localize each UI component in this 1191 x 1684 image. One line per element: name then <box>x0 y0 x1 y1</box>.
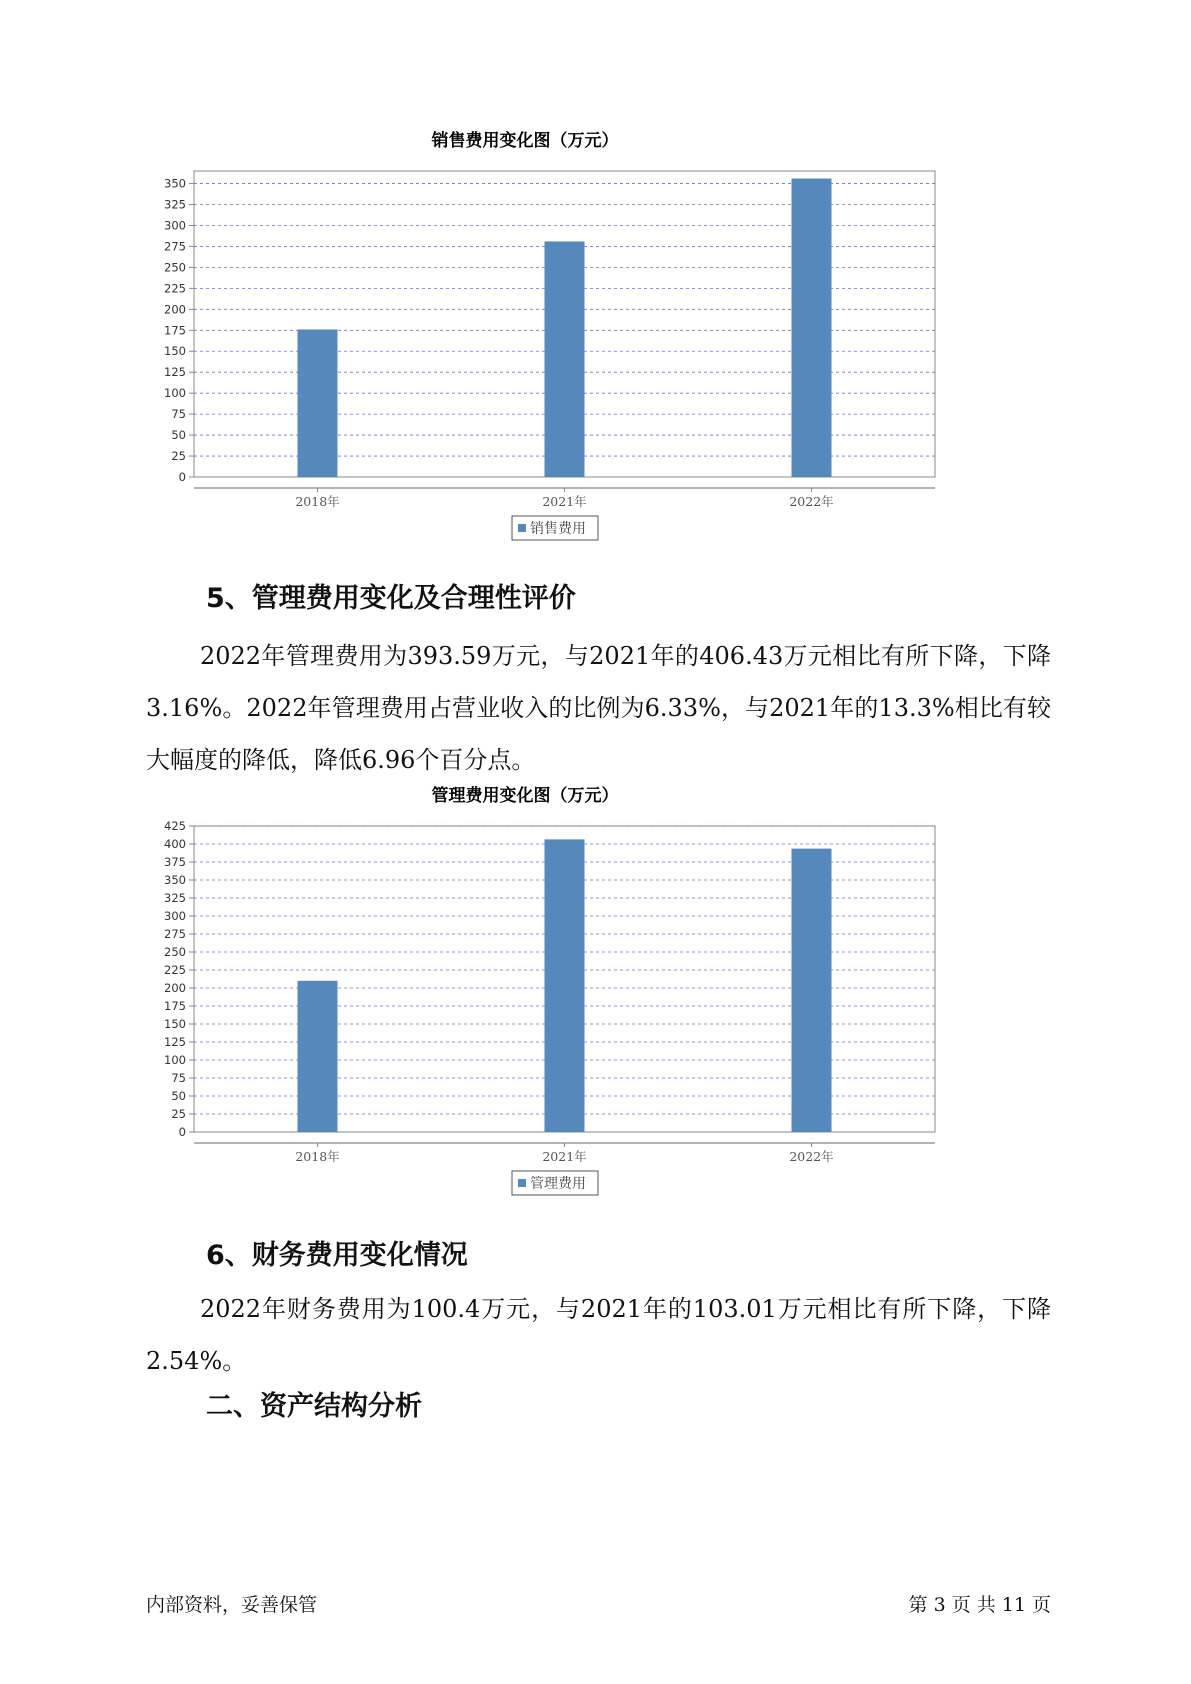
y-tick-label: 125 <box>164 1035 186 1049</box>
y-tick-label: 0 <box>178 1125 186 1139</box>
section-5-paragraph: 2022年管理费用为393.59万元，与2021年的406.43万元相比有所下降，下降3.16%。2022年管理费用占营业收入的比例为6.33%，与2021年的13.3%相比有较大幅度的降低，降低6.96个百分点。 <box>146 642 1051 774</box>
y-tick-label: 375 <box>164 855 186 869</box>
bar-2022年 <box>792 179 832 477</box>
legend-label: 管理费用 <box>530 1176 586 1192</box>
x-tick-label: 2018年 <box>295 494 340 509</box>
footer-confidential-note: 内部资料，妥善保管 <box>146 1594 318 1616</box>
bar-2021年 <box>545 241 585 477</box>
y-tick-label: 100 <box>164 1053 186 1067</box>
y-tick-label: 425 <box>164 819 186 833</box>
part-2-heading: 二、资产结构分析 <box>206 1391 422 1422</box>
y-tick-label: 200 <box>164 981 186 995</box>
y-tick-label: 225 <box>164 281 186 296</box>
sales-expense-chart-svg <box>140 126 1040 546</box>
y-tick-label: 50 <box>171 1089 186 1103</box>
x-tick-label: 2018年 <box>295 1149 340 1164</box>
footer-page-number: 第 3 页 共 11 页 <box>908 1594 1051 1616</box>
bar-2021年 <box>545 839 585 1132</box>
y-tick-label: 175 <box>164 323 186 338</box>
y-tick-label: 100 <box>164 386 186 401</box>
bar-2022年 <box>792 849 832 1132</box>
y-tick-label: 150 <box>164 1017 186 1031</box>
y-tick-label: 150 <box>164 344 186 359</box>
legend-swatch <box>518 524 526 532</box>
y-tick-label: 25 <box>171 1107 186 1121</box>
chart-title: 管理费用变化图（万元） <box>431 786 619 806</box>
y-tick-label: 225 <box>164 963 186 977</box>
y-tick-label: 50 <box>171 428 186 443</box>
chart-legend <box>512 1171 598 1195</box>
management-expense-chart <box>140 781 1040 1201</box>
y-tick-label: 75 <box>171 407 186 422</box>
legend-label: 销售费用 <box>530 521 586 537</box>
y-tick-label: 325 <box>164 197 186 212</box>
y-tick-label: 300 <box>164 909 186 923</box>
x-tick-label: 2022年 <box>789 1149 834 1164</box>
y-tick-label: 75 <box>171 1071 186 1085</box>
y-tick-label: 350 <box>164 176 186 191</box>
chart-title: 销售费用变化图（万元） <box>431 131 619 151</box>
management-expense-chart-svg <box>140 781 1040 1201</box>
legend-swatch <box>518 1179 526 1187</box>
chart-legend <box>512 516 598 540</box>
y-tick-label: 175 <box>164 999 186 1013</box>
y-tick-label: 125 <box>164 365 186 380</box>
x-tick-label: 2021年 <box>542 1149 587 1164</box>
x-tick-label: 2021年 <box>542 494 587 509</box>
y-tick-label: 300 <box>164 218 186 233</box>
y-tick-label: 0 <box>178 470 186 484</box>
y-tick-label: 25 <box>171 449 186 464</box>
y-tick-label: 325 <box>164 891 186 905</box>
section-6-heading: 6、财务费用变化情况 <box>206 1240 468 1271</box>
section-6-paragraph: 2022年财务费用为100.4万元，与2021年的103.01万元相比有所下降，下降2.54%。 <box>146 1295 1051 1375</box>
bar-2018年 <box>298 981 338 1132</box>
y-tick-label: 250 <box>164 260 186 275</box>
y-tick-label: 350 <box>164 873 186 887</box>
y-tick-label: 275 <box>164 927 186 941</box>
y-tick-label: 250 <box>164 945 186 959</box>
sales-expense-chart <box>140 126 1040 546</box>
bar-2018年 <box>298 329 338 477</box>
x-tick-label: 2022年 <box>789 494 834 509</box>
y-tick-label: 275 <box>164 239 186 254</box>
section-5-heading: 5、管理费用变化及合理性评价 <box>206 583 576 614</box>
y-tick-label: 400 <box>164 837 186 851</box>
y-tick-label: 200 <box>164 302 186 317</box>
